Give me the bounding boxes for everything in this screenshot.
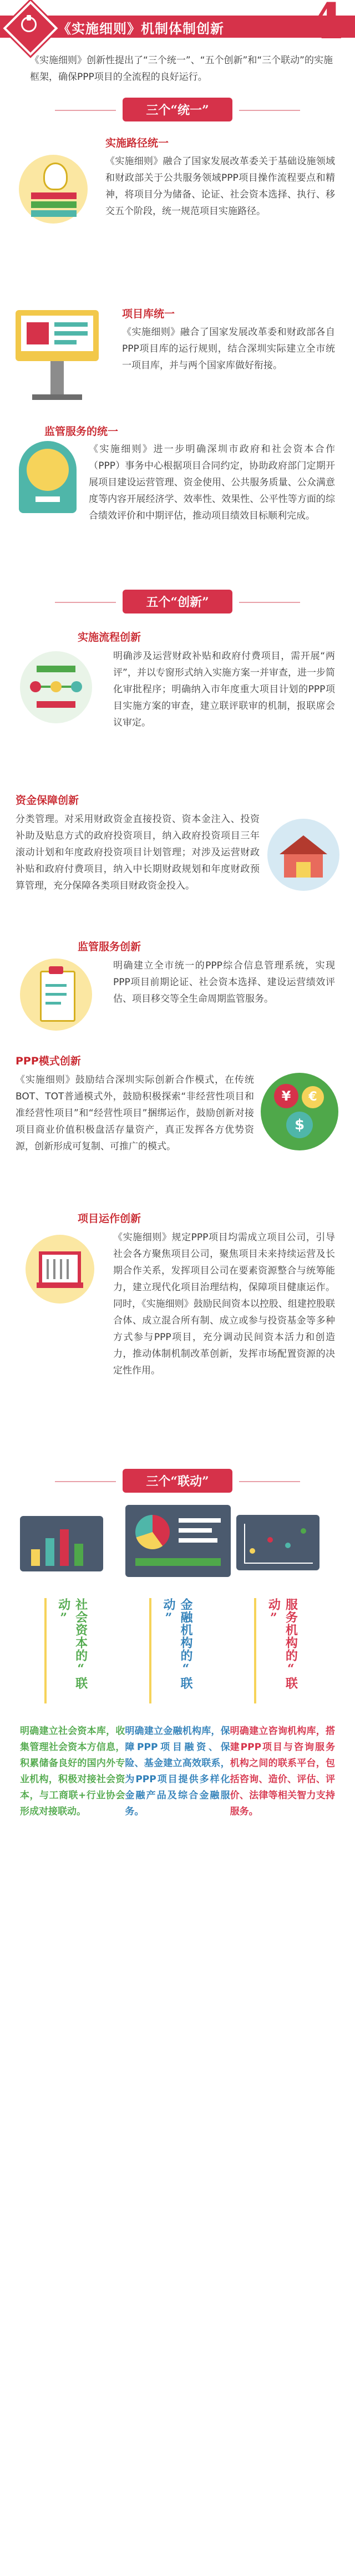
innovate-text-5: 《实施细则》规定PPP项目均需成立项目公司，引导社会各方聚焦项目公司，聚焦项目未来持续运营及长期合作关系，发挥项目公司在要素资源整合与统筹能力，建立现代化项目治理结构，保障项目健康运作。同时，《实施细则》鼓励民间资本以控股、组建控股联合体、成立混合所有制、成立或参与投资基金等多种方式参与PPP项目，充分调动民间资本活力和创造力，推动体制机制改革创新，发挥市场配置资源的决定性作用。 — [113, 1232, 335, 1376]
page-title: 《实施细则》机制体制创新 — [58, 21, 224, 37]
link-column-3 — [230, 1598, 335, 1820]
innovate-item-2 — [0, 792, 355, 939]
band-link-label: 三个“联动” — [123, 1469, 232, 1493]
link-vertical-2: 金融机构的“联动” — [161, 1598, 193, 1690]
innovate-title-4: PPP模式创新 — [16, 1055, 81, 1067]
unify-text-2: 《实施细则》融合了国家发展改革委和财政部各自PPP项目库的运行规则，结合深圳实际建立全市统一项目库，并与两个国家库做好衔接。 — [122, 327, 335, 371]
lightbulb-books-icon — [19, 155, 88, 224]
unify-item-1 — [0, 135, 355, 306]
currency-exchange-icon: ¥ € $ — [261, 1073, 338, 1150]
link-column-2 — [125, 1598, 230, 1820]
timeline-flow-icon — [20, 651, 92, 723]
unify-item-3 — [0, 423, 355, 590]
unify-text-1: 《实施细则》融合了国家发展改革委关于基础设施领域和财政部关于公共服务领域PPP项目操作流程要点和精神，将项目分为储备、论证、社会资本选择、执行、移交五个阶段，统一规范项目实施路径。 — [105, 156, 335, 217]
unify-text-3: 《实施细则》进一步明确深圳市政府和社会资本合作（PPP）事务中心根据项目合同约定，协助政府部门定期开展项目建设运营管理、资金使用、公共服务质量、公众满意度等内容开展经济学、效率性、效果性、公平性等方面的综合绩效评价和中期评估，推动项目绩效目标顺利完成。 — [89, 444, 335, 521]
link-text-3: 明确建立咨询机构库，搭建PPP项目与咨询服务机构之间的联系平台，包括咨询、造价、评估、评价、法律等相关智力支持服务。 — [230, 1726, 335, 1817]
link-text-1: 明确建立社会资本库，收集管理社会资本方信息，积累储备良好的国内外专业机构，积极对接社会资本，与工商联+行业协会形成对接联动。 — [20, 1726, 125, 1817]
band-unify — [0, 98, 355, 121]
unify-title-1: 实施路径统一 — [105, 137, 169, 149]
link-column-1 — [20, 1598, 125, 1820]
book-stack-icon — [26, 1235, 94, 1304]
calendar-screen-icon — [16, 310, 99, 400]
clipboard-check-icon — [21, 17, 37, 32]
intro — [0, 48, 355, 85]
clipboard-list-icon — [20, 959, 92, 1031]
analytics-illustration — [0, 1505, 355, 1588]
innovate-title-1: 实施流程创新 — [78, 631, 141, 643]
link-vertical-1: 社会资本的“联动” — [56, 1598, 88, 1690]
unify-item-2 — [0, 306, 355, 423]
bar-chart-icon — [20, 1516, 103, 1571]
innovate-title-2: 资金保障创新 — [16, 794, 79, 807]
innovate-text-3: 明确建立全市统一的PPP综合信息管理系统，实现PPP项目前期论证、社会资本选择、建设运营绩效评估、项目移交等全生命周期监管服务。 — [113, 960, 335, 1005]
link-vertical-3: 服务机构的“联动” — [266, 1598, 298, 1690]
innovate-text-4: 《实施细则》鼓励结合深圳实际创新合作模式，在传统BOT、TOT普通模式外，鼓励积极探索“非经营性项目和准经营性项目”和“经营性项目”捆绑运作，鼓励创新对接项目商业价值积极盘活存量资产，真正发挥各方优势资源，创新形成可复制、可推广的模式。 — [16, 1074, 254, 1152]
band-innovate — [0, 590, 355, 613]
section-number: 4 — [310, 0, 344, 50]
innovate-title-5: 项目运作创新 — [78, 1213, 141, 1225]
innovate-item-4 — [0, 1053, 355, 1210]
link-text-2: 明确建立金融机构库，保障PPP项目融资、保险、基金建立高效联系，为PPP项目提供多样化金融产品及综合金融服务。 — [125, 1726, 230, 1817]
innovate-text-1: 明确涉及运营财政补贴和政府付费项目，需开展“两评”，并以专窗形式纳入实施方案一并审查，进一步简化审批程序；明确纳入市年度重大项目计划的PPP项目实施方案的审查，建立联评联审的机制，报联席会议审定。 — [113, 651, 335, 728]
band-innovate-label: 五个“创新” — [123, 590, 232, 613]
band-link — [0, 1469, 355, 1493]
band-unify-label: 三个“统一” — [123, 98, 232, 121]
innovate-item-3 — [0, 939, 355, 1053]
link-columns — [0, 1588, 355, 1842]
unify-title-3: 监管服务的统一 — [44, 425, 119, 438]
innovate-text-2: 分类管理。对采用财政资金直接投资、资本金注入、投资补助及贴息方式的政府投资项目，纳入政府投资项目三年滚动计划和年度政府投资项目计划管理；对涉及运营财政补贴和政府付费项目，纳入中长期财政规划和年度财政预算管理，充分保障各类项目财政资金投入。 — [16, 814, 260, 891]
innovate-item-5 — [0, 1210, 355, 1466]
unify-title-2: 项目库统一 — [122, 308, 175, 320]
line-chart-icon — [236, 1515, 320, 1570]
monitor-globe-icon — [19, 441, 77, 530]
innovate-item-1 — [0, 629, 355, 792]
header — [0, 0, 355, 48]
house-money-icon — [267, 819, 339, 891]
innovate-title-3: 监管服务创新 — [78, 941, 141, 953]
dashboard-monitor-icon — [125, 1505, 231, 1577]
intro-text: 《实施细则》创新性提出了“三个统一”、“五个创新”和“三个联动”的实施框架，确保PPP项目的全流程的良好运行。 — [30, 55, 333, 83]
